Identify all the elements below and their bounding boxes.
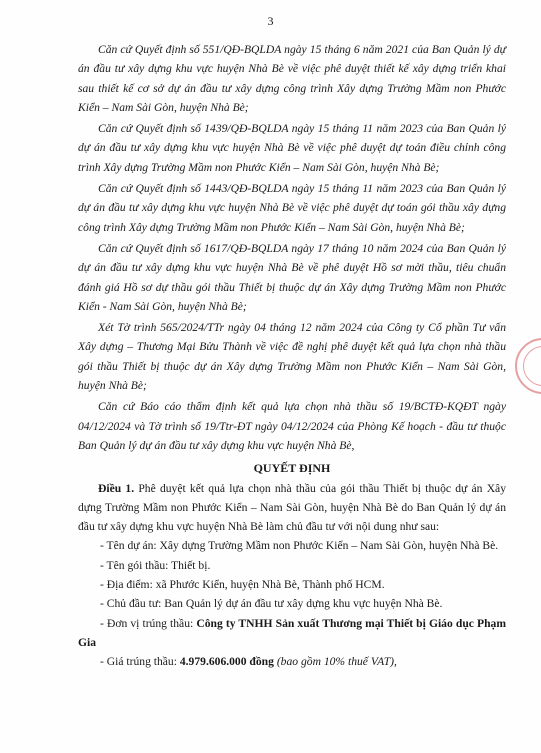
price-value: 4.979.606.000 đồng [179, 655, 274, 669]
seal-stamp-icon [515, 338, 541, 394]
item-winning-bidder [78, 614, 506, 653]
legal-basis-paragraph: Căn cứ Quyết định số 1443/QĐ-BQLDA ngày 15 tháng 11 năm 2023 của Ban Quản lý dự án đầu tư xây dựng khu vực huyện Nhà Bè về việc phê duyệt dự toán gói thầu xây dựng công trình Xây dựng Trường Mầm non Phước Kiển – Nam Sài Gòn, huyện Nhà Bè; [78, 182, 506, 234]
price-note: (bao gồm 10% thuế VAT), [273, 655, 397, 669]
document-body [78, 40, 506, 672]
legal-basis-paragraph: Xét Tờ trình 565/2024/TTr ngày 04 tháng 12 năm 2024 của Công ty Cổ phần Tư vấn Xây dựng – Thương Mại Bửu Thành về việc đề nghị phê duyệt kết quả lựa chọn nhà thầu gói thầu Thiết bị thuộc dự án Xây dựng Trường Mầm non Phước Kiển – Nam Sài Gòn, huyện Nhà Bè; [78, 321, 506, 393]
article-1-text: Phê duyệt kết quả lựa chọn nhà thầu của gói thầu Thiết bị thuộc dự án Xây dựng Trường Mầm non Phước Kiển – Nam Sài Gòn, huyện Nhà Bè do Ban Quản lý dự án đầu tư xây dựng khu vực huyện Nhà Bè làm chủ đầu tư với nội dung như sau: [78, 481, 507, 534]
page-number: 3 [267, 14, 274, 28]
winner-label: - Đơn vị trúng thầu: [100, 616, 197, 630]
article-1 [78, 479, 506, 537]
item-winning-price [78, 652, 506, 671]
legal-basis-paragraph: Căn cứ Quyết định số 1617/QĐ-BQLDA ngày 17 tháng 10 năm 2024 của Ban Quản lý dự án đầu tư xây dựng khu vực huyện Nhà Bè về phê duyệt Hồ sơ mời thầu, tiêu chuẩn đánh giá Hồ sơ dự thầu gói thầu Thiết bị thuộc dự án Xây dựng Trường Mầm non Phước Kiển - Nam Sài Gòn, huyện Nhà Bè; [78, 241, 506, 313]
legal-basis-paragraph: Căn cứ Quyết định số 1439/QĐ-BQLDA ngày 15 tháng 11 năm 2023 của Ban Quản lý dự án đầu tư xây dựng khu vực huyện Nhà Bè về việc phê duyệt dự toán điều chỉnh công trình Xây dựng Trường Mầm non Phước Kiển – Nam Sài Gòn, huyện Nhà Bè; [78, 122, 506, 174]
decision-heading: QUYẾT ĐỊNH [253, 461, 331, 476]
item-location: - Địa điểm: xã Phước Kiển, huyện Nhà Bè, Thành phố HCM. [100, 578, 385, 592]
article-1-label: Điều 1. [98, 481, 135, 495]
legal-basis-paragraph: Căn cứ Quyết định số 551/QĐ-BQLDA ngày 15 tháng 6 năm 2021 của Ban Quản lý dự án đầu tư xây dựng khu vực huyện Nhà Bè về việc phê duyệt thiết kế xây dựng triển khai sau thiết kế cơ sở dự án đầu tư xây dựng công trình Xây dựng Trường Mầm non Phước Kiển – Nam Sài Gòn, huyện Nhà Bè; [78, 43, 506, 114]
item-package-name: - Tên gói thầu: Thiết bị. [100, 558, 211, 572]
item-project-name: - Tên dự án: Xây dựng Trường Mầm non Phước Kiển – Nam Sài Gòn, huyện Nhà Bè. [100, 539, 499, 553]
item-investor: - Chủ đầu tư: Ban Quản lý dự án đầu tư xây dựng khu vực huyện Nhà Bè. [100, 597, 443, 611]
price-label: - Giá trúng thầu: [100, 655, 180, 669]
legal-basis-paragraph: Căn cứ Báo cáo thẩm định kết quả lựa chọn nhà thầu số 19/BCTĐ-KQĐT ngày 04/12/2024 và Tờ trình số 19/Ttr-ĐT ngày 04/12/2024 của Phòng Kế hoạch - đầu tư thuộc Ban Quản lý dự án đầu tư xây dựng khu vực huyện Nhà Bè, [78, 400, 506, 452]
winner-name: Công ty TNHH Sản xuất Thương mại Thiết bị Giáo dục Phạm Gia [78, 616, 506, 649]
